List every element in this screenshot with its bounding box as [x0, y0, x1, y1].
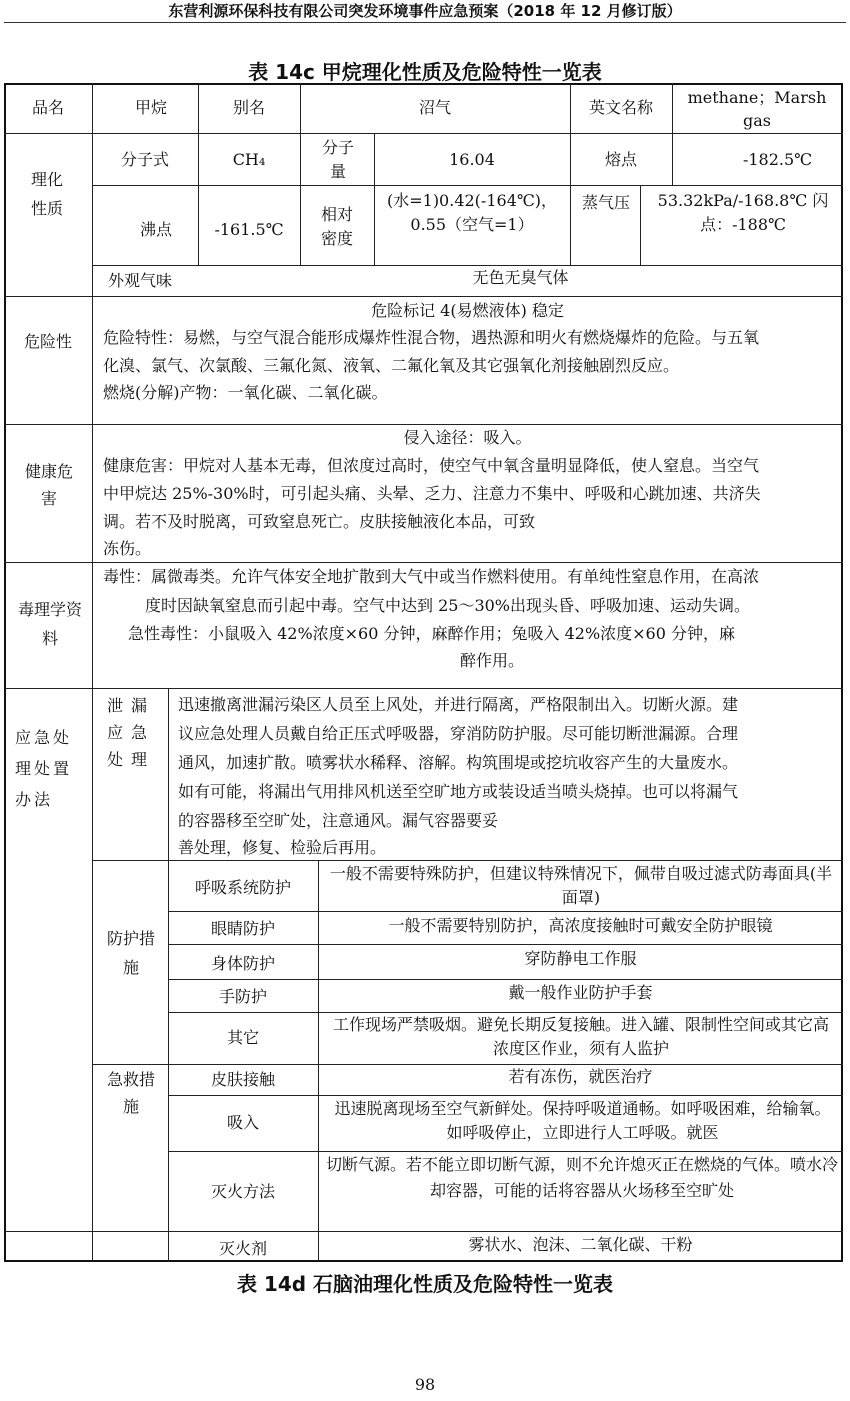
- formula-label: 分子式: [120, 150, 169, 169]
- hazard-line-1: 危险特性：易燃，与空气混合能形成爆炸性混合物，遇热源和明火有燃烧爆炸的危险。与五氧: [103, 328, 760, 347]
- english-name-value: methane；Marsh gas: [687, 88, 827, 130]
- molecular-weight-label: 分子量: [321, 138, 354, 181]
- respiratory-protection-value: 一般不需要特殊防护，但建议特殊情况下，佩带自吸过滤式防毒面具(半面罩): [329, 864, 833, 907]
- leak-line-5: 的容器移至空旷处，注意通风。漏气容器要妥: [178, 811, 499, 830]
- inhalation-label: 吸入: [226, 1113, 259, 1132]
- eye-protection-label: 眼睛防护: [210, 919, 275, 938]
- body-protection-value: 穿防静电工作服: [524, 949, 637, 968]
- body-protection-label: 身体防护: [210, 954, 275, 973]
- leak-line-4: 如有可能，将漏出气用排风机送至空旷地方或装设适当喷头烧掉。也可以将漏气: [178, 782, 739, 801]
- name-value: 甲烷: [135, 98, 168, 117]
- formula-value: CH₄: [232, 150, 266, 169]
- vapor-pressure-value: 53.32kPa/-168.8℃ 闪点：-188℃: [657, 191, 829, 234]
- page-header: 东营利源环保科技有限公司突发环境事件应急预案（2018 年 12 月修订版）: [168, 2, 682, 20]
- alias-value: 沼气: [418, 98, 451, 117]
- header-rule: [4, 22, 846, 23]
- leak-response-label: 泄漏应急处理: [106, 696, 155, 769]
- health-line-1: 健康危害：甲烷对人基本无毒，但浓度过高时，使空气中氧含量明显降低，使人窒息。当空气: [103, 456, 760, 475]
- toxicology-label: 毒理学资料: [18, 600, 83, 648]
- extinguishing-agent-value: 雾状水、泡沫、二氧化碳、干粉: [468, 1235, 693, 1254]
- toxicology-line-2: 度时因缺氧窒息而引起中毒。空气中达到 25～30%出现头昏、呼吸加速、运动失调。: [145, 596, 751, 615]
- inhalation-value: 迅速脱离现场至空气新鲜处。保持呼吸道通畅。如呼吸困难，给输氧。如呼吸停止，立即进行人工呼吸。就医: [334, 1099, 831, 1142]
- boiling-point-label: 沸点: [140, 220, 173, 239]
- health-line-4: 冻伤。: [103, 539, 152, 558]
- leak-line-3: 通风，加速扩散。喷雾状水稀释、溶解。构筑围堤或挖坑收容产生的大量废水。: [178, 753, 739, 772]
- skin-contact-value: 若有冻伤，就医治疗: [508, 1067, 653, 1086]
- other-protection-value: 工作现场严禁吸烟。避免长期反复接触。进入罐、限制性空间或其它高浓度区作业，须有人监护: [332, 1015, 829, 1058]
- leak-line-6: 善处理，修复、检验后再用。: [178, 838, 387, 857]
- melting-point-label: 熔点: [605, 150, 638, 169]
- health-line-2: 中甲烷达 25%-30%时，可引起头痛、头晕、乏力、注意力不集中、呼吸和心跳加速、共济失: [103, 484, 761, 503]
- relative-density-value: (水=1)0.42(-164℃)，0.55（空气=1）: [386, 191, 558, 234]
- physchem-section-label: 理化性质: [30, 170, 63, 218]
- health-route: 侵入途径：吸入。: [403, 428, 532, 447]
- hazard-mark: 危险标记 4(易燃液体) 稳定: [371, 301, 564, 320]
- emergency-label: 应急处理处置办法: [15, 728, 73, 809]
- other-protection-label: 其它: [226, 1028, 259, 1047]
- appearance-value: 无色无臭气体: [472, 268, 569, 287]
- toxicology-line-1: 毒性：属微毒类。允许气体安全地扩散到大气中或当作燃料使用。有单纯性窒息作用，在高浓: [103, 567, 760, 586]
- protection-label: 防护措施: [106, 929, 155, 977]
- first-aid-label: 急救措施: [106, 1070, 155, 1116]
- relative-density-label: 相对密度: [320, 205, 353, 248]
- hand-protection-value: 戴一般作业防护手套: [508, 983, 653, 1002]
- melting-point-value: -182.5℃: [742, 150, 813, 169]
- boiling-point-value: -161.5℃: [214, 220, 284, 239]
- health-label: 健康危害: [24, 462, 73, 508]
- alias-label: 别名: [232, 98, 265, 117]
- eye-protection-value: 一般不需要特别防护，高浓度接触时可戴安全防护眼镜: [388, 916, 773, 935]
- name-label: 品名: [31, 98, 64, 117]
- molecular-weight-value: 16.04: [449, 150, 495, 169]
- leak-line-1: 迅速撤离泄漏污染区人员至上风处，并进行隔离，严格限制出入。切断火源。建: [178, 695, 739, 714]
- extinguishing-agent-label: 灭火剂: [218, 1239, 267, 1258]
- hazard-label: 危险性: [23, 332, 72, 351]
- firefighting-method-label: 灭火方法: [210, 1182, 275, 1201]
- leak-line-2: 议应急处理人员戴自给正压式呼吸器，穿消防防护服。尽可能切断泄漏源。合理: [178, 724, 739, 743]
- hazard-line-3: 燃烧(分解)产物：一氧化碳、二氧化碳。: [103, 383, 388, 402]
- vapor-pressure-label: 蒸气压: [582, 193, 631, 212]
- appearance-label: 外观气味: [108, 271, 173, 290]
- toxicology-line-3: 急性毒性：小鼠吸入 42%浓度×60 分钟，麻醉作用；兔吸入 42%浓度×60 分钟，麻: [128, 624, 736, 643]
- health-line-3: 调。若不及时脱离，可致窒息死亡。皮肤接触液化本品，可致: [103, 512, 536, 531]
- page-number: 98: [414, 1375, 436, 1394]
- skin-contact-label: 皮肤接触: [210, 1070, 275, 1089]
- table-title: 表 14c 甲烷理化性质及危险特性一览表: [248, 60, 602, 84]
- respiratory-protection-label: 呼吸系统防护: [194, 878, 291, 897]
- english-name-label: 英文名称: [588, 98, 653, 117]
- firefighting-method-value: 切断气源。若不能立即切断气源，则不允许熄灭正在燃烧的气体。喷水冷却容器，可能的话将容器从火场移至空旷处: [325, 1155, 838, 1200]
- next-table-title: 表 14d 石脑油理化性质及危险特性一览表: [236, 1272, 614, 1296]
- toxicology-line-4: 醉作用。: [460, 651, 525, 670]
- hand-protection-label: 手防护: [218, 987, 267, 1006]
- hazard-line-2: 化溴、氯气、次氯酸、三氟化氮、液氧、二氟化氧及其它强氧化剂接触剧烈反应。: [103, 356, 680, 375]
